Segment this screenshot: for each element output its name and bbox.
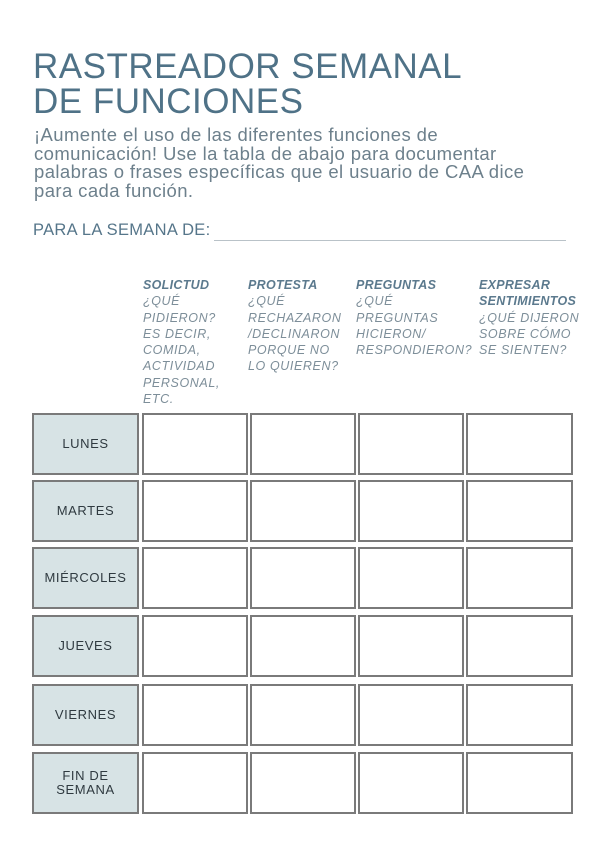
- column-prompt: LO QUIEREN?: [248, 359, 339, 374]
- page-title: [33, 49, 462, 119]
- intro-line: ¡Aumente el uso de las diferentes funciones de: [34, 124, 439, 145]
- column-prompt: ETC.: [143, 392, 174, 407]
- column-header: [479, 277, 579, 358]
- column-heading: EXPRESAR: [479, 278, 551, 292]
- entry-cell[interactable]: [466, 413, 573, 475]
- column-heading: PROTESTA: [248, 278, 318, 292]
- day-label-cell: [32, 480, 139, 542]
- column-prompt: RECHAZARON: [248, 310, 342, 325]
- entry-cell[interactable]: [358, 547, 464, 609]
- column-prompt: COMIDA,: [143, 343, 201, 358]
- entry-cell[interactable]: [466, 752, 573, 814]
- entry-cell[interactable]: [466, 684, 573, 746]
- day-label: [56, 769, 115, 797]
- entry-cell[interactable]: [358, 615, 464, 677]
- column-heading: SENTIMIENTOS: [479, 294, 577, 309]
- intro-line: para cada función.: [34, 179, 194, 201]
- column-prompt: RESPONDIERON?: [356, 343, 473, 358]
- entry-cell[interactable]: [142, 615, 248, 677]
- entry-cell[interactable]: [250, 547, 356, 609]
- day-label: MARTES: [56, 503, 115, 518]
- column-prompt: PIDIERON?: [143, 310, 216, 325]
- week-input-line[interactable]: [214, 240, 566, 241]
- column-heading: SOLICTUD: [143, 278, 210, 292]
- column-prompt: ¿QUÉ: [356, 294, 394, 309]
- entry-cell[interactable]: [358, 413, 464, 475]
- entry-cell[interactable]: [250, 615, 356, 677]
- column-header: [248, 277, 342, 375]
- intro-line: comunicación! Use la tabla de abajo para documentar: [34, 142, 497, 164]
- column-prompt: ¿QUÉ: [248, 294, 286, 309]
- column-header: [143, 277, 220, 407]
- day-label-cell: [32, 684, 139, 746]
- entry-cell[interactable]: [142, 547, 248, 609]
- column-prompt: PERSONAL,: [143, 375, 220, 390]
- column-prompt: ES DECIR,: [143, 326, 211, 341]
- column-prompt: ¿QUÉ DIJERON: [479, 310, 580, 325]
- entry-cell[interactable]: [142, 480, 248, 542]
- entry-cell[interactable]: [358, 752, 464, 814]
- day-label: VIERNES: [54, 707, 117, 722]
- intro-paragraph: [34, 126, 594, 200]
- column-header: [356, 277, 472, 358]
- entry-cell[interactable]: [250, 413, 356, 475]
- title-line-1: RASTREADOR SEMANAL: [33, 47, 463, 86]
- column-prompt: SE SIENTEN?: [479, 343, 567, 358]
- entry-cell[interactable]: [250, 752, 356, 814]
- column-prompt: ACTIVIDAD: [143, 359, 216, 374]
- day-label-cell: [32, 752, 139, 814]
- entry-cell[interactable]: [250, 684, 356, 746]
- week-label: PARA LA SEMANA DE:: [33, 221, 211, 239]
- entry-cell[interactable]: [358, 684, 464, 746]
- column-prompt: PORQUE NO: [248, 343, 330, 358]
- column-heading: PREGUNTAS: [356, 278, 437, 292]
- day-label-cell: [32, 547, 139, 609]
- entry-cell[interactable]: [250, 480, 356, 542]
- day-label-line: SEMANA: [56, 782, 115, 797]
- entry-cell[interactable]: [466, 480, 573, 542]
- entry-cell[interactable]: [142, 684, 248, 746]
- day-label: LUNES: [62, 436, 109, 451]
- entry-cell[interactable]: [466, 615, 573, 677]
- entry-cell[interactable]: [142, 413, 248, 475]
- day-label-line: FIN DE: [62, 768, 109, 783]
- column-prompt: ¿QUÉ: [143, 294, 181, 309]
- day-label-cell: [32, 615, 139, 677]
- intro-line: palabras o frases específicas que el usuario de CAA dice: [34, 161, 525, 182]
- entry-cell[interactable]: [358, 480, 464, 542]
- title-line-2: DE FUNCIONES: [33, 82, 304, 121]
- day-label-cell: [32, 413, 139, 475]
- entry-cell[interactable]: [142, 752, 248, 814]
- column-prompt: /DECLINARON: [248, 326, 341, 341]
- entry-cell[interactable]: [466, 547, 573, 609]
- day-label: MIÉRCOLES: [44, 570, 127, 585]
- column-prompt: PREGUNTAS: [356, 310, 439, 325]
- day-label: JUEVES: [58, 638, 113, 653]
- column-prompt: SOBRE CÓMO: [479, 326, 572, 341]
- column-prompt: HICIERON/: [356, 326, 426, 341]
